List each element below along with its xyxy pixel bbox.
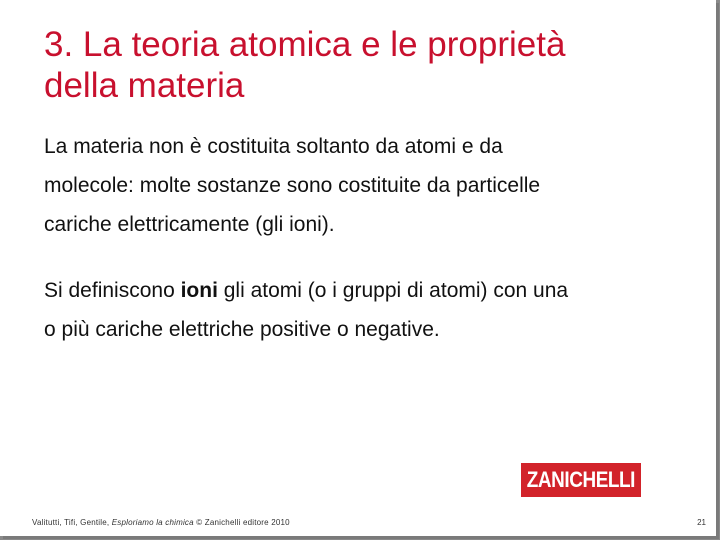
paragraph-ioni (44, 271, 684, 349)
title-line: 3. La teoria atomica e le proprietà (44, 25, 566, 64)
logo-text: ZANICHELLI (526, 467, 636, 492)
footer-publisher: © Zanichelli editore 2010 (196, 518, 290, 527)
footer-credit (32, 518, 290, 527)
slide-title (44, 24, 684, 106)
page-number: 21 (697, 518, 706, 527)
title-line: della materia (44, 66, 245, 105)
text-run: gli atomi (o i gruppi di atomi) con una (217, 279, 569, 302)
paragraph-line: La materia non è costituita soltanto da atomi e da (44, 135, 503, 158)
paragraph-line: o più cariche elettriche positive o negative. (44, 318, 440, 341)
zanichelli-logo (521, 463, 641, 497)
footer-book-title: Esploriamo la chimica (111, 518, 194, 527)
paragraph-line (44, 271, 684, 310)
paragraph-materia (44, 127, 684, 244)
paragraph-line: cariche elettricamente (gli ioni). (44, 213, 335, 236)
text-run: Si definiscono (44, 279, 181, 302)
slide-body (44, 127, 684, 349)
paragraph-line: molecole: molte sostanze sono costituite da particelle (44, 174, 541, 197)
footer-authors: Valitutti, Tifi, Gentile, (32, 518, 110, 527)
bold-term-ioni: ioni (180, 279, 218, 302)
